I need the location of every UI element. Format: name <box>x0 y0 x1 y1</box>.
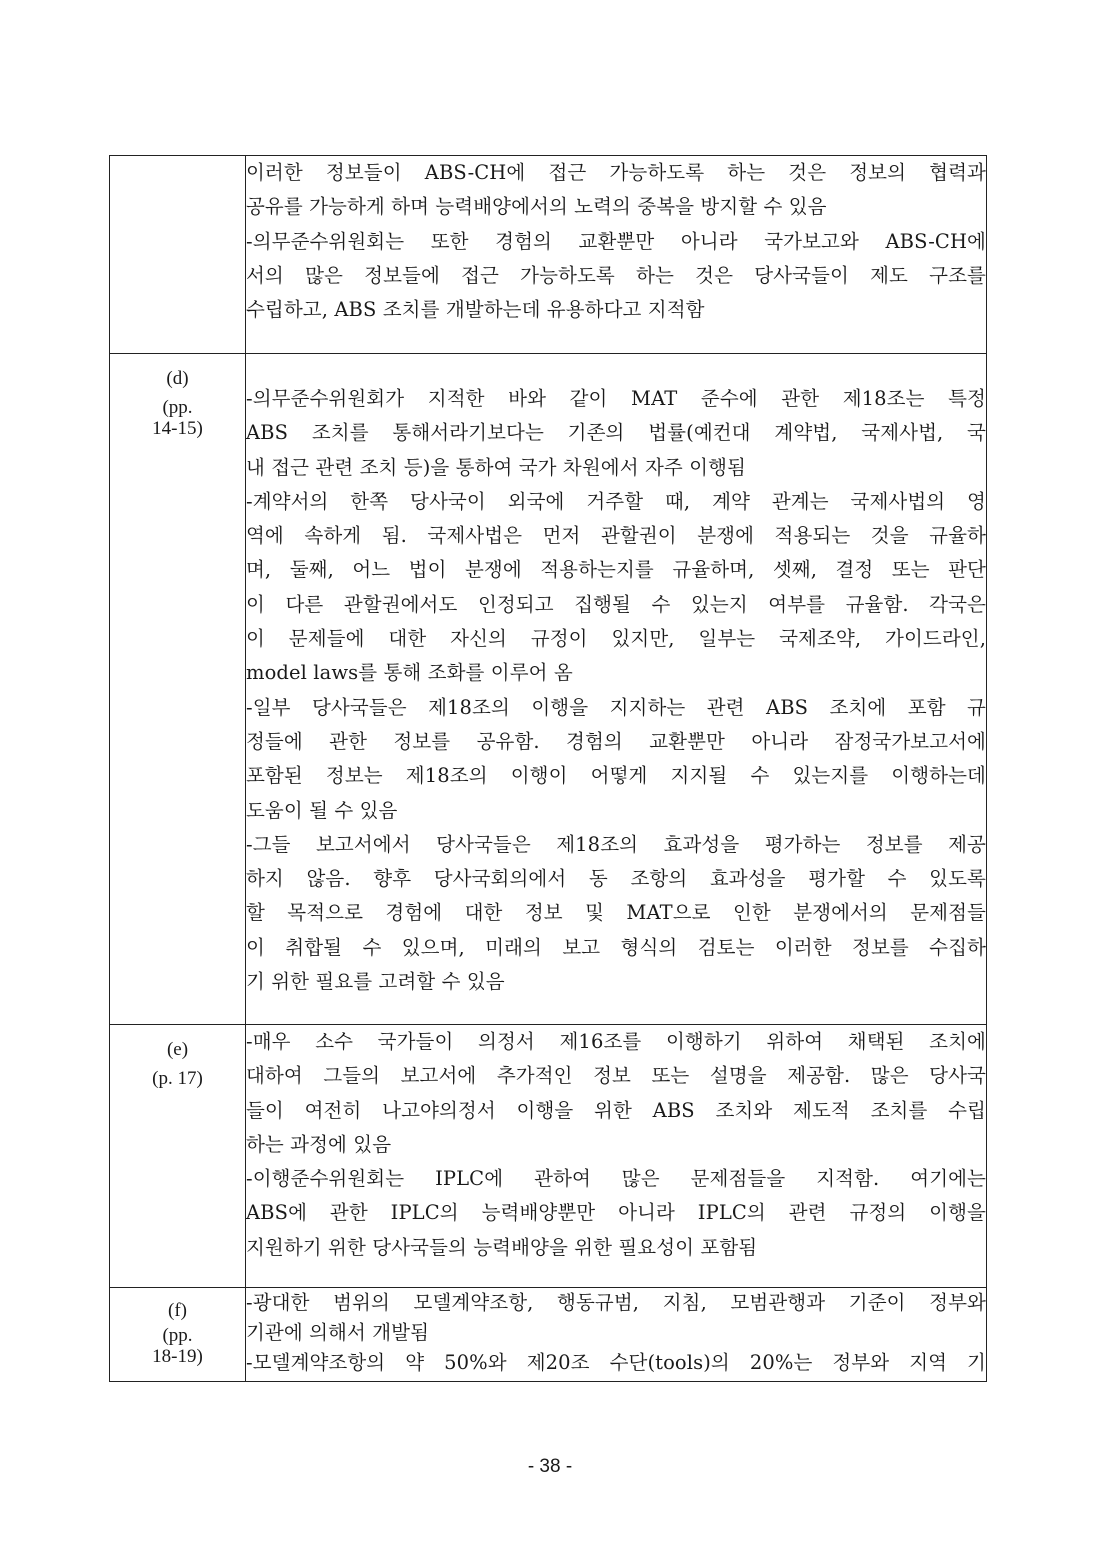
page-reference: 14-15) <box>152 418 203 439</box>
text-line: 포함된 정보는 제18조의 이행이 어떻게 지지될 수 있는지를 이행하는데 <box>246 764 986 788</box>
text-line: 이 다른 관할권에서도 인정되고 집행될 수 있는지 여부를 규율함. 각국은 <box>246 592 986 616</box>
table-row <box>110 156 987 354</box>
text-line: 도움이 될 수 있음 <box>246 798 398 822</box>
content-cell <box>246 1025 987 1288</box>
page-reference: (pp. <box>162 397 193 418</box>
text-line: -이행준수위원회는 IPLC에 관하여 많은 문제점들을 지적함. 여기에는 <box>246 1167 986 1191</box>
text-line: 하는 과정에 있음 <box>246 1132 392 1156</box>
text-line: 공유를 가능하게 하며 능력배양에서의 노력의 중복을 방지할 수 있음 <box>246 195 827 219</box>
text-line: ABS 조치를 통해서라기보다는 기존의 법률(예컨대 계약법, 국제사법, 국 <box>246 421 986 445</box>
page-reference: 18-19) <box>152 1346 203 1367</box>
text-line: model laws를 통해 조화를 이루어 옴 <box>246 661 573 685</box>
text-line: -의무준수위원회가 지적한 바와 같이 MAT 준수에 관한 제18조는 특정 <box>246 387 986 410</box>
text-line: -계약서의 한쪽 당사국이 외국에 거주할 때, 계약 관계는 국제사법의 영 <box>246 489 986 513</box>
section-label: (f) <box>168 1300 187 1321</box>
table-row <box>110 1025 987 1288</box>
reference-cell <box>110 156 246 354</box>
reference-cell <box>110 1025 246 1288</box>
text-line: 기 위한 필요를 고려할 수 있음 <box>246 970 505 994</box>
text-line: 정들에 관한 정보를 공유함. 경험의 교환뿐만 아니라 잠정국가보고서에 <box>246 729 986 753</box>
text-line: 기관에 의해서 개발됨 <box>246 1321 430 1344</box>
text-line: -그들 보고서에서 당사국들은 제18조의 효과성을 평가하는 정보를 제공 <box>246 832 986 856</box>
text-line: 역에 속하게 됨. 국제사법은 먼저 관할권이 분쟁에 적용되는 것을 규율하 <box>246 524 986 548</box>
content-cell <box>246 1288 987 1382</box>
text-line: 대하여 그들의 보고서에 추가적인 정보 또는 설명을 제공함. 많은 당사국 <box>246 1064 986 1088</box>
content-cell <box>246 156 987 354</box>
text-line: 이 취합될 수 있으며, 미래의 보고 형식의 검토는 이러한 정보를 수집하 <box>246 935 986 959</box>
text-line: -매우 소수 국가들이 의정서 제16조를 이행하기 위하여 채택된 조치에 <box>246 1030 986 1053</box>
table-row <box>110 1288 987 1382</box>
reference-cell <box>110 354 246 1025</box>
section-label: (e) <box>166 1039 189 1060</box>
page-reference: (pp. <box>162 1325 193 1346</box>
text-line: -광대한 범위의 모델계약조항, 행동규범, 지침, 모범관행과 기준이 정부와 <box>246 1291 986 1314</box>
text-line: 지원하기 위한 당사국들의 능력배양을 위한 필요성이 포함됨 <box>246 1235 758 1259</box>
page-number: - 38 - <box>527 1456 573 1477</box>
text-line: 할 목적으로 경험에 대한 정보 및 MAT으로 인한 분쟁에서의 문제점들 <box>246 901 986 925</box>
text-line: -모델계약조항의 약 50%와 제20조 수단(tools)의 20%는 정부와 지역 기 <box>246 1351 986 1374</box>
text-line: 하지 않음. 향후 당사국회의에서 동 조항의 효과성을 평가할 수 있도록 <box>246 867 986 891</box>
page-reference: (p. 17) <box>152 1068 203 1089</box>
section-label: (d) <box>166 368 189 389</box>
content-cell <box>246 354 987 1025</box>
reference-cell <box>110 1288 246 1382</box>
text-line: 며, 둘째, 어느 법이 분쟁에 적용하는지를 규율하며, 셋째, 결정 또는 판단 <box>246 558 986 582</box>
text-line: ABS에 관한 IPLC의 능력배양뿐만 아니라 IPLC의 관련 규정의 이행을 <box>246 1201 986 1225</box>
report-table <box>109 155 987 1382</box>
text-line: 들이 여전히 나고야의정서 이행을 위한 ABS 조치와 제도적 조치를 수립 <box>246 1098 986 1122</box>
table-row <box>110 354 987 1025</box>
text-line: 내 접근 관련 조치 등)을 통하여 국가 차원에서 자주 이행됨 <box>246 455 746 479</box>
text-line: 서의 많은 정보들에 접근 가능하도록 하는 것은 당사국들이 제도 구조를 <box>246 263 986 287</box>
text-line: -의무준수위원회는 또한 경험의 교환뿐만 아니라 국가보고와 ABS-CH에 <box>246 229 986 253</box>
text-line: 이러한 정보들이 ABS-CH에 접근 가능하도록 하는 것은 정보의 협력과 <box>246 161 986 184</box>
text-line: -일부 당사국들은 제18조의 이행을 지지하는 관련 ABS 조치에 포함 규 <box>246 695 986 719</box>
text-line: 수립하고, ABS 조치를 개발하는데 유용하다고 지적함 <box>246 298 705 322</box>
text-line: 이 문제들에 대한 자신의 규정이 있지만, 일부는 국제조약, 가이드라인, <box>246 627 986 651</box>
